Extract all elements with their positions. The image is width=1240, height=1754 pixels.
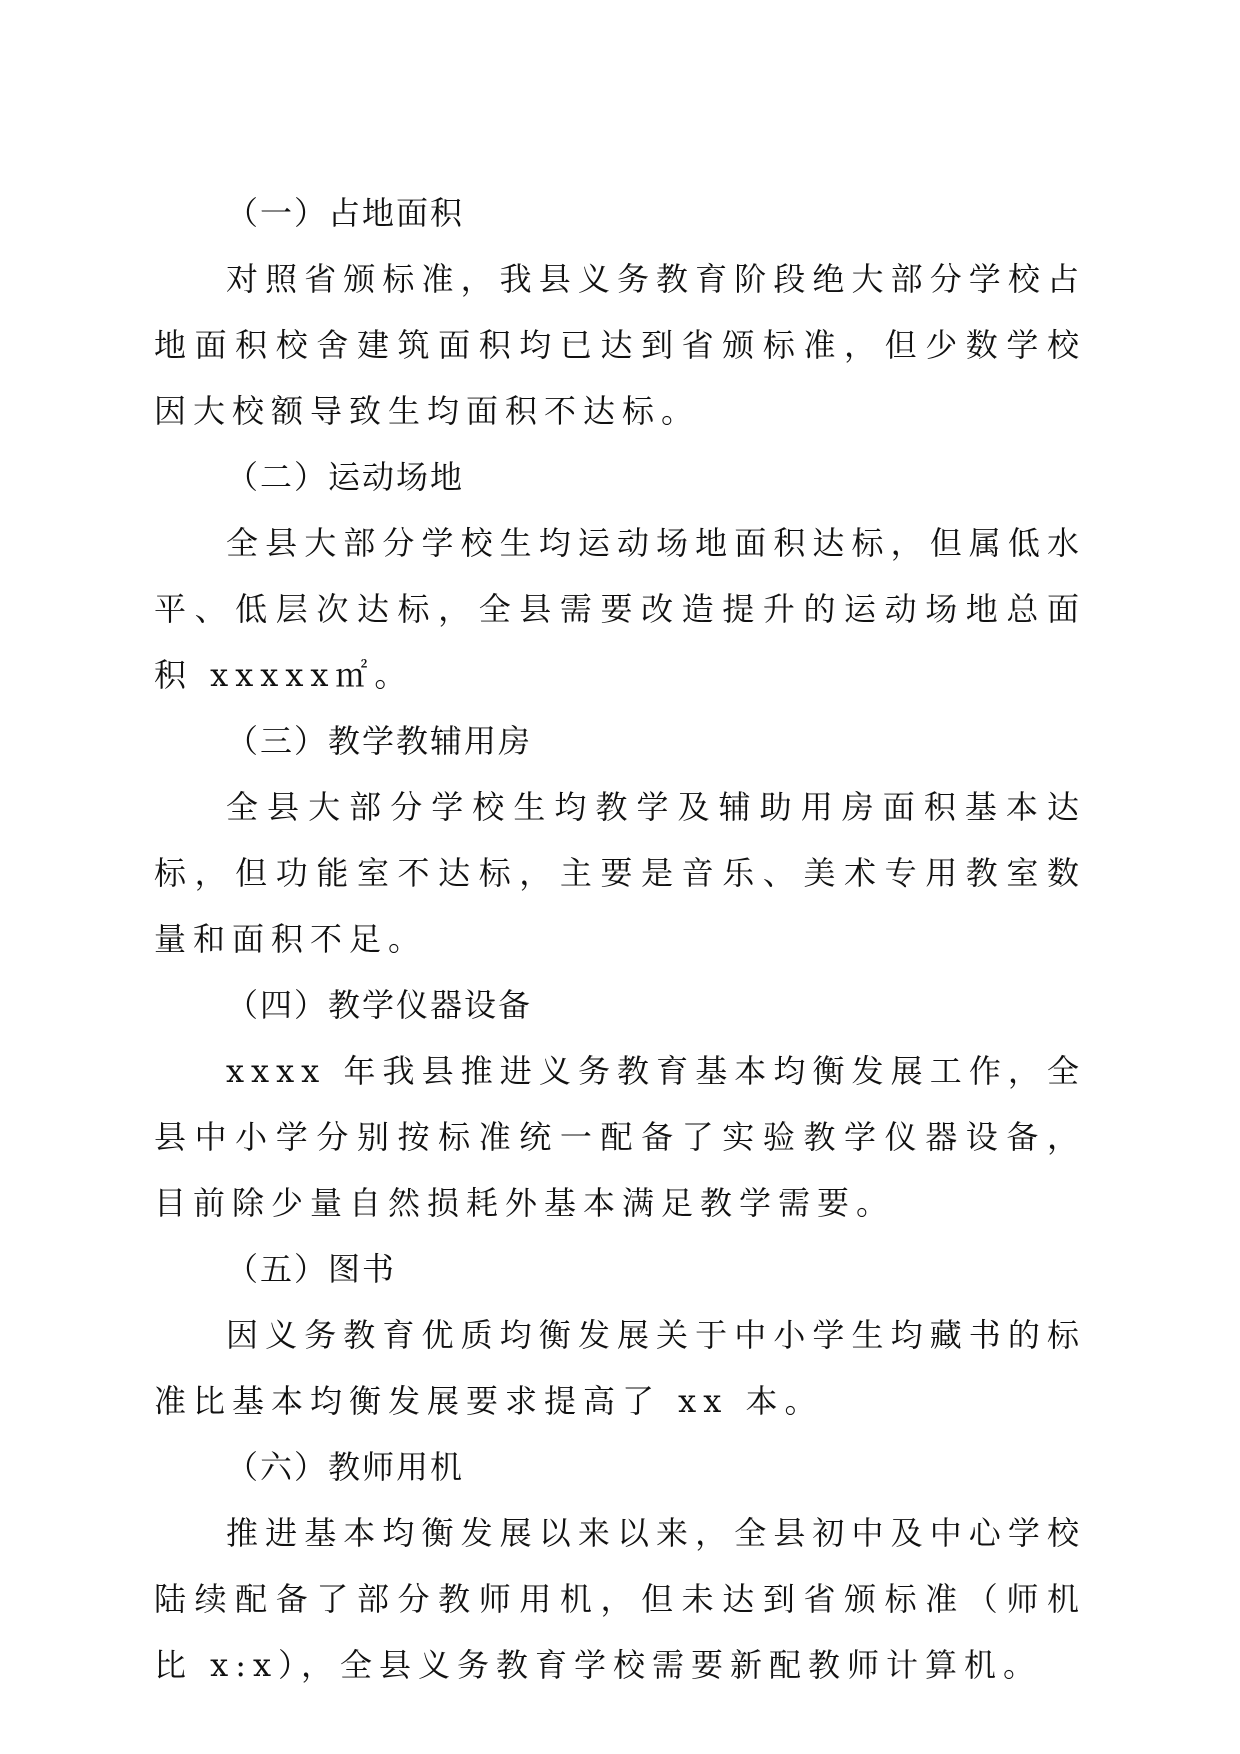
section-heading-books: （五）图书 — [226, 1250, 397, 1288]
section-paragraph-teaching-equipment: xxxx 年我县推进义务教育基本均衡发展工作，全县中小学分别按标准统一配备了实验教学仪器设备，目前除少量自然损耗外基本满足教学需要。 — [154, 1052, 1086, 1222]
section-heading-teaching-rooms: （三）教学教辅用房 — [226, 722, 533, 760]
section-paragraph-sports-field: 全县大部分学校生均运动场地面积达标，但属低水平、低层次达标，全县需要改造提升的运动场地总面积 xxxxx㎡。 — [154, 524, 1086, 694]
section-paragraph-land-area: 对照省颁标准，我县义务教育阶段绝大部分学校占地面积校舍建筑面积均已达到省颁标准，但少数学校因大校额导致生均面积不达标。 — [154, 260, 1086, 430]
section-heading-teacher-computers: （六）教师用机 — [226, 1448, 465, 1486]
section-paragraph-teacher-computers: 推进基本均衡发展以来以来，全县初中及中心学校陆续配备了部分教师用机，但未达到省颁标准（师机比 x:x），全县义务教育学校需要新配教师计算机。 — [154, 1514, 1086, 1684]
section-heading-teaching-equipment: （四）教学仪器设备 — [226, 986, 533, 1024]
section-paragraph-teaching-rooms: 全县大部分学校生均教学及辅助用房面积基本达标，但功能室不达标，主要是音乐、美术专用教室数量和面积不足。 — [154, 788, 1086, 958]
section-paragraph-books: 因义务教育优质均衡发展关于中小学生均藏书的标准比基本均衡发展要求提高了 xx 本。 — [154, 1316, 1086, 1420]
section-heading-sports-field: （二）运动场地 — [226, 458, 465, 496]
document-body — [154, 180, 1086, 1698]
section-heading-land-area: （一）占地面积 — [226, 194, 465, 232]
